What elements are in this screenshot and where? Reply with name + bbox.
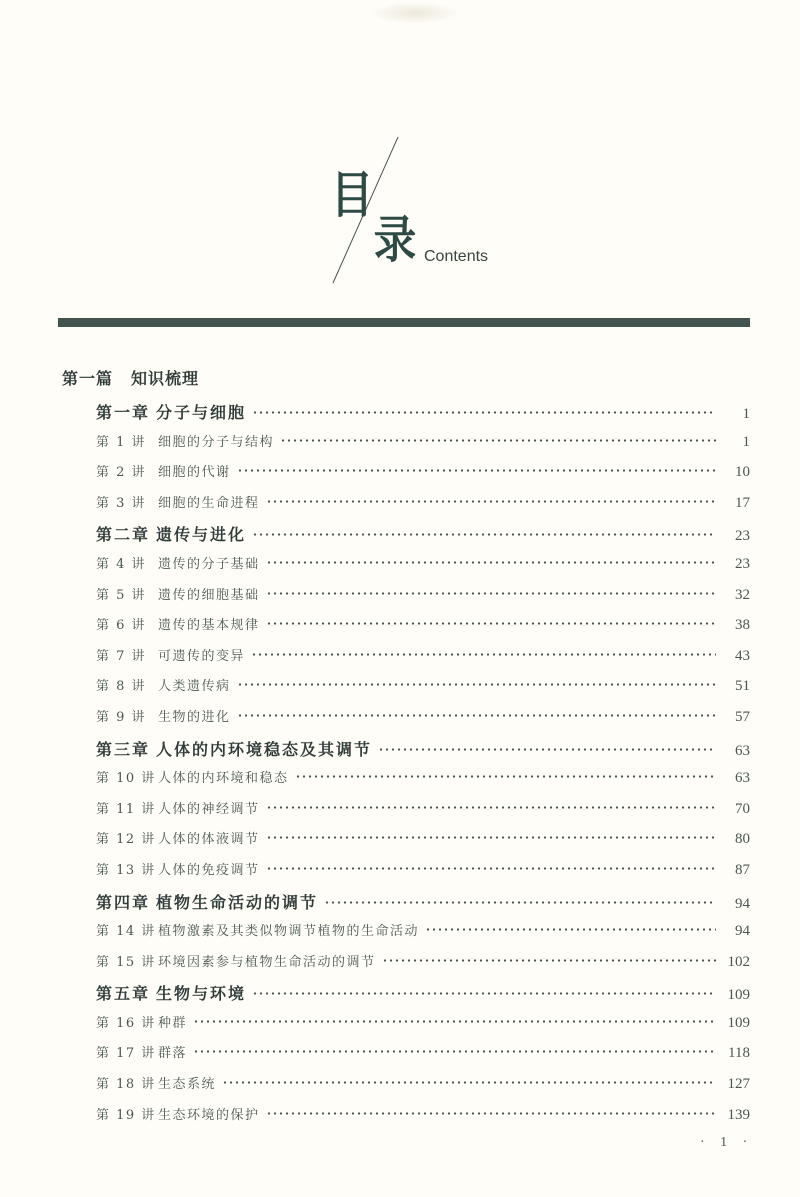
entry-number: 第 13 讲: [96, 862, 156, 878]
entry-label: [96, 828, 260, 847]
toc-lecture-entry[interactable]: [96, 706, 750, 737]
entry-page-number: 87: [735, 861, 750, 878]
dot-leader: [266, 806, 716, 809]
toc-lecture-entry[interactable]: [96, 767, 750, 798]
entry-label: [96, 1104, 260, 1123]
dot-leader: [266, 867, 716, 870]
toc-lecture-entry[interactable]: [96, 1104, 750, 1135]
entry-label: [96, 522, 246, 545]
dot-leader: [378, 748, 716, 751]
entry-label: [96, 431, 274, 450]
page-number: · 1 ·: [700, 1135, 754, 1150]
dot-leader: [193, 1050, 716, 1053]
entry-page-number: 17: [735, 494, 750, 511]
dot-leader: [237, 683, 716, 686]
toc-chapter-entry[interactable]: [96, 981, 750, 1012]
entry-page-number: 109: [727, 987, 750, 1004]
dot-leader: [382, 959, 716, 962]
entry-page-number: 63: [735, 742, 750, 759]
entry-number: 第 15 讲: [96, 954, 156, 970]
toc-lecture-entry[interactable]: [96, 431, 750, 462]
toc-lecture-entry[interactable]: [96, 675, 750, 706]
entry-label: [96, 1073, 216, 1092]
entry-number: 第 11 讲: [96, 801, 156, 817]
entry-label: [96, 1042, 187, 1061]
entry-title: 遗传的细胞基础: [158, 587, 260, 603]
dot-leader: [252, 411, 716, 414]
toc-lecture-entry[interactable]: [96, 828, 750, 859]
toc-lecture-entry[interactable]: [96, 553, 750, 584]
entry-label: [96, 920, 419, 939]
dot-leader: [266, 1112, 716, 1115]
toc-lecture-entry[interactable]: [96, 1042, 750, 1073]
dot-leader: [237, 469, 716, 472]
entry-label: [96, 859, 260, 878]
entry-page-number: 51: [735, 678, 750, 695]
entry-number: 第 2 讲: [96, 465, 147, 481]
entry-number: 第 19 讲: [96, 1107, 156, 1123]
dot-leader: [193, 1020, 716, 1023]
entry-title: 遗传与进化: [156, 525, 247, 545]
entry-page-number: 80: [735, 831, 750, 848]
entry-label: [96, 981, 246, 1004]
title-char-lu: 录: [373, 211, 417, 269]
entry-number: 第 16 讲: [96, 1015, 156, 1031]
dot-leader: [252, 992, 716, 995]
toc-lecture-entry[interactable]: [96, 614, 750, 645]
entry-label: [96, 951, 376, 970]
toc-lecture-entry[interactable]: [96, 859, 750, 890]
toc-lecture-entry[interactable]: [96, 798, 750, 829]
entry-page-number: 94: [735, 923, 750, 940]
entry-label: [96, 614, 260, 633]
toc-lecture-entry[interactable]: [96, 1012, 750, 1043]
entry-number: 第 7 讲: [96, 648, 147, 664]
entry-title: 细胞的分子与结构: [158, 434, 275, 450]
entry-page-number: 94: [735, 895, 750, 912]
part-heading: [62, 366, 199, 389]
dot-leader: [237, 714, 716, 717]
entry-page-number: 1: [742, 433, 750, 450]
entry-title: 遗传的基本规律: [158, 618, 260, 634]
entry-label: [96, 461, 231, 480]
entry-title: 生物的进化: [158, 709, 231, 725]
entry-title: 生态环境的保护: [158, 1107, 260, 1123]
entry-page-number: 32: [735, 586, 750, 603]
dot-leader: [295, 775, 716, 778]
entry-title: 细胞的代谢: [158, 465, 231, 481]
entry-number: 第 14 讲: [96, 924, 156, 940]
entry-title: 人类遗传病: [158, 679, 231, 695]
toc-lecture-entry[interactable]: [96, 1073, 750, 1104]
entry-page-number: 139: [727, 1106, 750, 1123]
entry-title: 人体的神经调节: [158, 801, 260, 817]
dot-leader: [266, 500, 716, 503]
entry-page-number: 43: [735, 647, 750, 664]
entry-page-number: 57: [735, 708, 750, 725]
entry-number: 第四章: [96, 892, 151, 912]
entry-number: 第 12 讲: [96, 832, 156, 848]
entry-number: 第二章: [96, 525, 151, 545]
entry-label: [96, 584, 260, 603]
toc-lecture-entry[interactable]: [96, 920, 750, 951]
entry-page-number: 102: [727, 953, 750, 970]
entry-number: 第 8 讲: [96, 679, 147, 695]
toc-chapter-entry[interactable]: [96, 737, 750, 768]
entry-number: 第 6 讲: [96, 618, 147, 634]
entry-label: [96, 798, 260, 817]
entry-title: 群落: [158, 1046, 188, 1062]
entry-title: 生物与环境: [156, 984, 247, 1004]
dot-leader: [266, 836, 716, 839]
entry-label: [96, 767, 289, 786]
toc-lecture-entry[interactable]: [96, 461, 750, 492]
entry-label: [96, 706, 231, 725]
entry-page-number: 118: [728, 1045, 750, 1062]
entry-title: 人体的免疫调节: [158, 862, 260, 878]
entry-label: [96, 737, 372, 760]
entry-title: 可遗传的变异: [158, 648, 246, 664]
dot-leader: [251, 653, 716, 656]
entry-title: 人体的内环境稳态及其调节: [156, 739, 373, 759]
entry-page-number: 109: [727, 1014, 750, 1031]
entry-label: [96, 675, 231, 694]
entry-page-number: 23: [735, 528, 750, 545]
entry-title: 人体的内环境和稳态: [158, 771, 289, 787]
entry-page-number: 127: [727, 1076, 750, 1093]
entry-title: 遗传的分子基础: [158, 556, 260, 572]
entry-page-number: 63: [735, 770, 750, 787]
title-english: Contents: [424, 248, 489, 265]
entry-number: 第 1 讲: [96, 434, 147, 450]
dot-leader: [252, 533, 716, 536]
toc-chapter-entry[interactable]: [96, 890, 750, 921]
table-of-contents: [96, 400, 750, 1134]
entry-label: [96, 400, 246, 423]
entry-page-number: 23: [735, 555, 750, 572]
entry-title: 环境因素参与植物生命活动的调节: [158, 954, 376, 970]
entry-label: [96, 645, 245, 664]
dot-leader: [266, 622, 716, 625]
entry-number: 第一章: [96, 403, 151, 422]
dot-leader: [222, 1081, 716, 1084]
entry-title: 植物生命活动的调节: [156, 892, 319, 912]
entry-number: 第 9 讲: [96, 709, 147, 725]
entry-title: 分子与细胞: [156, 403, 247, 422]
part-title: 知识梳理: [131, 369, 200, 388]
header-divider-bar: [58, 318, 750, 327]
entry-title: 植物激素及其类似物调节植物的生命活动: [158, 924, 420, 940]
entry-title: 种群: [158, 1015, 188, 1031]
entry-label: [96, 553, 260, 572]
dot-leader: [266, 592, 716, 595]
dot-leader: [280, 439, 716, 442]
scan-smudge: [370, 2, 460, 24]
toc-lecture-entry[interactable]: [96, 584, 750, 615]
entry-number: 第 4 讲: [96, 556, 147, 572]
toc-lecture-entry[interactable]: [96, 645, 750, 676]
entry-number: 第 18 讲: [96, 1077, 156, 1093]
entry-label: [96, 1012, 187, 1031]
dot-leader: [425, 928, 716, 931]
dot-leader: [266, 561, 716, 564]
entry-page-number: 10: [735, 464, 750, 481]
entry-title: 人体的体液调节: [158, 832, 260, 848]
entry-number: 第 17 讲: [96, 1046, 156, 1062]
entry-page-number: 38: [735, 617, 750, 634]
entry-page-number: 70: [735, 800, 750, 817]
entry-label: [96, 890, 318, 913]
entry-number: 第三章: [96, 739, 151, 759]
entry-title: 生态系统: [158, 1077, 217, 1093]
entry-number: 第 3 讲: [96, 495, 147, 511]
part-number: 第一篇: [62, 369, 114, 388]
entry-title: 细胞的生命进程: [158, 495, 260, 511]
entry-page-number: 1: [742, 406, 750, 422]
entry-label: [96, 492, 260, 511]
entry-number: 第 10 讲: [96, 771, 156, 787]
entry-number: 第 5 讲: [96, 587, 147, 603]
toc-lecture-entry[interactable]: [96, 492, 750, 523]
title-char-mu: 目: [330, 166, 374, 224]
toc-chapter-entry[interactable]: [96, 400, 750, 431]
dot-leader: [324, 901, 716, 904]
toc-lecture-entry[interactable]: [96, 951, 750, 982]
toc-chapter-entry[interactable]: [96, 522, 750, 553]
entry-number: 第五章: [96, 984, 151, 1004]
